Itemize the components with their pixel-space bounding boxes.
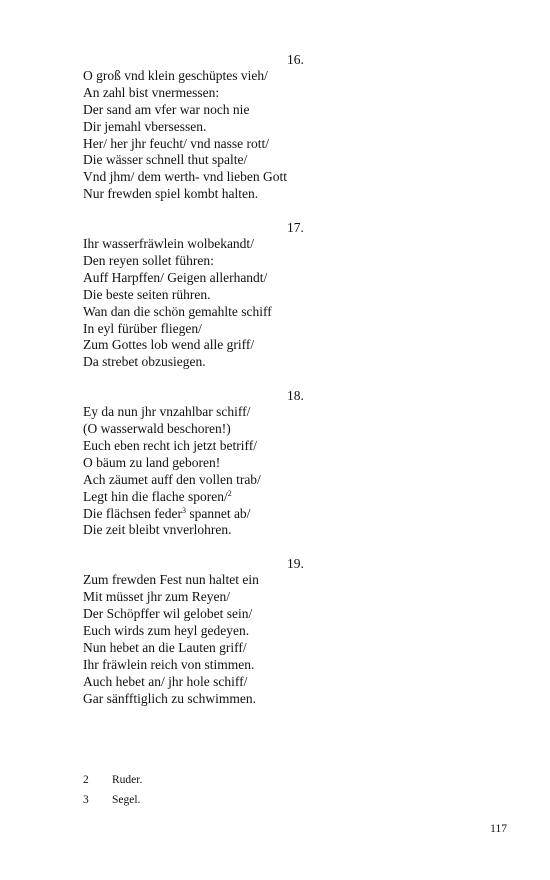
verse-text: Euch eben recht ich jetzt betriff/: [83, 438, 258, 454]
verse-text: Dir jemahl vbersessen.: [83, 118, 207, 134]
verse-text: Legt hin die flache sporen/: [83, 488, 228, 504]
verse-line: [83, 68, 463, 85]
verse-line: [83, 589, 463, 606]
verse-text: (O wasserwald beschoren!): [83, 421, 231, 437]
footnote: [83, 770, 142, 790]
footnote-number: 2: [83, 774, 89, 786]
verse-text: Die zeit bleibt vnverlohren.: [83, 522, 232, 538]
verse-line: [83, 186, 463, 203]
verse-line: [83, 640, 463, 657]
verse-text: Ach zäumet auff den vollen trab/: [83, 471, 261, 487]
stanza-number: 18.: [287, 388, 304, 404]
stanza-number: 17.: [287, 220, 304, 236]
verse-line: [83, 102, 463, 119]
verse-text: Nun hebet an die Lauten griff/: [83, 639, 247, 655]
verse-text: Die beste seiten rühren.: [83, 286, 211, 302]
verse-text: Der sand am vfer war noch nie: [83, 101, 250, 117]
verse-line: [83, 321, 463, 338]
stanza-number: 19.: [287, 556, 304, 572]
verse-text: Her/ her jhr feucht/ vnd nasse rott/: [83, 135, 269, 151]
verse-text: Da strebet obzusiegen.: [83, 354, 206, 370]
verse-line: [83, 623, 463, 640]
verse-line: [83, 489, 463, 506]
verse-line: [83, 522, 463, 539]
verse-text: Auch hebet an/ jhr hole schiff/: [83, 673, 248, 689]
stanza: [83, 387, 463, 539]
footnote-text: Ruder.: [112, 774, 143, 786]
verse-line: [83, 337, 463, 354]
footnote: [83, 790, 142, 810]
stanza: [83, 219, 463, 371]
verse-line: [83, 152, 463, 169]
verse-text: Die flächsen feder: [83, 505, 182, 521]
verse-text: Mit müsset jhr zum Reyen/: [83, 589, 230, 605]
verse-text: Ihr wasserfräwlein wolbekandt/: [83, 236, 254, 252]
verse-line: [83, 606, 463, 623]
verse-text: Zum frewden Fest nun haltet ein: [83, 572, 259, 588]
verse-line: [83, 572, 463, 589]
verse-line: [83, 506, 463, 523]
stanza: [83, 555, 463, 707]
verse-text: Der Schöpffer wil gelobet sein/: [83, 606, 253, 622]
verse-line: [83, 421, 463, 438]
verse-line: [83, 354, 463, 371]
verse-text: O groß vnd klein geschüptes vieh/: [83, 68, 268, 83]
verse-text: Vnd jhm/ dem werth- vnd lieben Gott: [83, 169, 287, 185]
verse-text: Zum Gottes lob wend alle griff/: [83, 337, 255, 353]
footnote-marker: 3: [181, 505, 186, 515]
verse-line: [83, 404, 463, 421]
footnote-text: Segel.: [112, 794, 141, 806]
verse-text: O bäum zu land geboren!: [83, 454, 221, 470]
verse-text-continued: spannet ab/: [185, 505, 251, 521]
verse-text: Wan dan die schön gemahlte schiff: [83, 303, 272, 319]
verse-line: [83, 691, 463, 708]
page-number: 117: [490, 823, 507, 835]
verse-text: Den reyen sollet führen:: [83, 253, 214, 269]
stanza: [83, 51, 463, 203]
footnote-number: 3: [83, 794, 89, 806]
verse-text: In eyl fürüber fliegen/: [83, 320, 202, 336]
verse-line: [83, 455, 463, 472]
verse-line: [83, 657, 463, 674]
verse-text: Nur frewden spiel kombt halten.: [83, 186, 259, 202]
verse-text: Die wässer schnell thut spalte/: [83, 152, 248, 168]
verse-text: Ey da nun jhr vnzahlbar schiff/: [83, 404, 251, 420]
verse-text: Auff Harpffen/ Geigen allerhandt/: [83, 269, 268, 285]
verse-line: [83, 270, 463, 287]
verse-line: [83, 287, 463, 304]
verse-line: [83, 304, 463, 321]
verse-line: [83, 438, 463, 455]
verse-line: [83, 119, 463, 136]
footnote-marker: 2: [227, 488, 232, 498]
verse-text: Euch wirds zum heyl gedeyen.: [83, 623, 250, 639]
verse-line: [83, 136, 463, 153]
poem: [83, 51, 463, 724]
verse-line: [83, 674, 463, 691]
verse-line: [83, 85, 463, 102]
verse-text: An zahl bist vnermessen:: [83, 84, 220, 100]
verse-line: [83, 253, 463, 270]
verse-text: Ihr fräwlein reich von stimmen.: [83, 656, 255, 672]
verse-line: [83, 169, 463, 186]
stanza-number: 16.: [287, 52, 304, 67]
verse-line: [83, 236, 463, 253]
verse-line: [83, 472, 463, 489]
footnotes: [83, 770, 142, 810]
verse-text: Gar sänfftiglich zu schwimmen.: [83, 690, 256, 706]
